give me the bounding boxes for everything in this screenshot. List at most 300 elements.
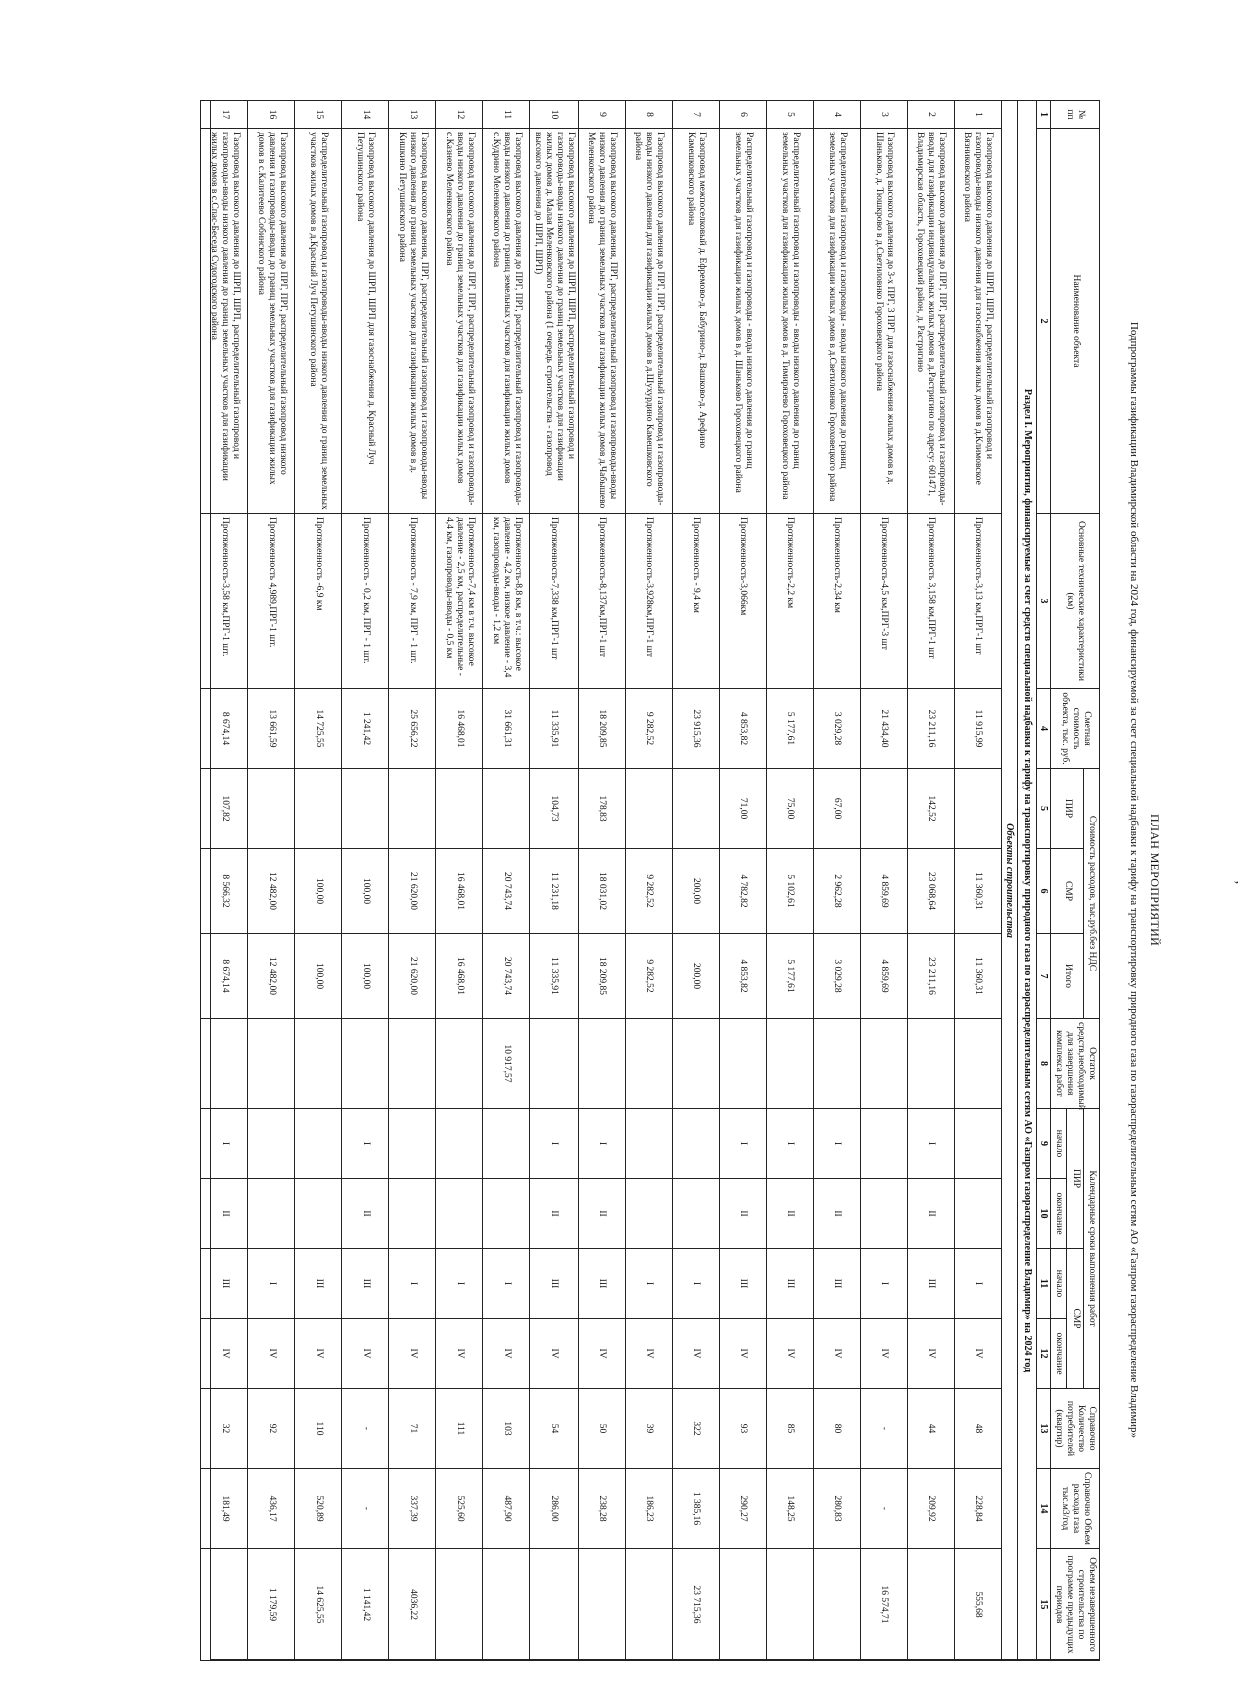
table-row: [766, 101, 813, 1661]
consumers-count: 85: [766, 1389, 813, 1469]
subsection-row: [1001, 101, 1018, 1661]
smr-start: I: [389, 1249, 436, 1319]
smr-end: IV: [625, 1319, 672, 1389]
pir-start: I: [907, 1109, 954, 1179]
column-number: 10: [1036, 1179, 1051, 1249]
row-number: 7: [672, 101, 719, 129]
object-name: Газопровод высокого давления, ПРГ, распределительный газопровод и газопроводы-вводы низкого давления до границ земельных участков для газификации жилых домов д.Чабышево Меленковского района: [578, 129, 625, 514]
header-estimate: Сметная стоимость объекта, тыс. руб.: [1051, 689, 1100, 769]
table-row: [248, 101, 295, 1661]
table-row: [483, 101, 530, 1661]
total-cost: 200,00: [672, 934, 719, 1019]
column-number: 1: [1036, 101, 1051, 129]
remaining-funds: [907, 1019, 954, 1109]
unfinished-volume: [813, 1549, 860, 1661]
document-subtitle: Подпрограммы газификации Владимирской области на 2024 год, финансируемой за счет специальной надбавки к тарифу на транспортировку природного газа по газораспределительным сетям АО «Газпром газораспределение Владимир»: [1128, 321, 1140, 1439]
unfinished-volume: 1 179,59: [248, 1549, 295, 1661]
object-name: Распределительный газопровод и газопроводы-вводы низкого давления до границ земельных участков жилых домов в д.Красный Луч Петушинского района: [295, 129, 342, 514]
object-name: Распределительный газопровод и газопроводы - вводы низкого давления до границ земельных участков для газификации жилых домов в д. Шаньково Гороховецкого района: [719, 129, 766, 514]
pir-cost: [389, 769, 436, 849]
column-number: 7: [1036, 934, 1051, 1019]
pir-cost: [625, 769, 672, 849]
gas-volume: 525,60: [436, 1469, 483, 1549]
column-number: 14: [1036, 1469, 1051, 1549]
header-num: № пп: [1051, 101, 1100, 129]
consumers-count: 92: [248, 1389, 295, 1469]
header-total: Итого: [1051, 934, 1084, 1019]
pir-cost: [295, 769, 342, 849]
row-number: 6: [719, 101, 766, 129]
total-cost: 8 674,14: [201, 934, 248, 1019]
remaining-funds: [860, 1019, 907, 1109]
smr-end: IV: [248, 1319, 295, 1389]
table-row: [530, 101, 579, 1661]
pir-start: I: [342, 1109, 389, 1179]
estimate-cost: 3 029,28: [813, 689, 860, 769]
table-row: [907, 101, 954, 1661]
pir-cost: 104,73: [530, 769, 579, 849]
pir-start: [954, 1109, 1001, 1179]
pir-cost: 178,83: [578, 769, 625, 849]
row-number: 13: [389, 101, 436, 129]
smr-cost: 20 743,74: [483, 849, 530, 934]
tech-spec: Протяженность-7,4 км в т.ч. высокое давление - 2,5 км, распределительные - 4,4 км, газопроводы-вводы - 0,5 км: [436, 514, 483, 689]
consumers-count: 54: [530, 1389, 579, 1469]
pir-cost: [483, 769, 530, 849]
consumers-count: 322: [672, 1389, 719, 1469]
smr-end: IV: [436, 1319, 483, 1389]
table-row: [625, 101, 672, 1661]
pir-end: [672, 1179, 719, 1249]
smr-start: I: [625, 1249, 672, 1319]
estimate-cost: 13 661,59: [248, 689, 295, 769]
pir-cost: 75,00: [766, 769, 813, 849]
gas-volume: 286,00: [530, 1469, 579, 1549]
smr-cost: 200,00: [672, 849, 719, 934]
column-number: 15: [1036, 1549, 1051, 1661]
remaining-funds: [436, 1019, 483, 1109]
total-cost: 100,00: [342, 934, 389, 1019]
remaining-funds: [201, 1019, 248, 1109]
header-tech: Основные технические характеристики (км): [1051, 514, 1100, 689]
header-pir-start: начало: [1051, 1109, 1067, 1179]
row-number: 1: [954, 101, 1001, 129]
header-smr-start: начало: [1051, 1249, 1067, 1319]
pir-start: [625, 1109, 672, 1179]
header-gas: Справочно Объем расхода газа тыс.м3/год: [1051, 1469, 1100, 1549]
object-name: Распределительный газопровод и газопроводы - вводы низкого давления до границ земельных участков для газификации жилых домов в д. Тимирязево Гороховецкого района: [766, 129, 813, 514]
unfinished-volume: [530, 1549, 579, 1661]
pir-end: [248, 1179, 295, 1249]
unfinished-volume: 23 715,36: [672, 1549, 719, 1661]
pir-start: [389, 1109, 436, 1179]
gas-volume: -: [342, 1469, 389, 1549]
unfinished-volume: [625, 1549, 672, 1661]
column-number: 3: [1036, 514, 1051, 689]
smr-cost: 9 282,52: [625, 849, 672, 934]
table-row: [672, 101, 719, 1661]
smr-cost: 18 031,02: [578, 849, 625, 934]
smr-cost: 2 962,28: [813, 849, 860, 934]
tech-spec: Протяженность-3,13 км,ПРГ-1 шт: [954, 514, 1001, 689]
smr-end: IV: [907, 1319, 954, 1389]
smr-start: I: [860, 1249, 907, 1319]
estimate-cost: 16 468,01: [436, 689, 483, 769]
total-cost: 23 211,16: [907, 934, 954, 1019]
smr-end: IV: [530, 1319, 579, 1389]
column-number: 9: [1036, 1109, 1051, 1179]
row-number: 16: [248, 101, 295, 129]
total-cost: 3 029,28: [813, 934, 860, 1019]
pir-cost: [672, 769, 719, 849]
table-row: [295, 101, 342, 1661]
consumers-count: -: [342, 1389, 389, 1469]
total-cost: 100,00: [295, 934, 342, 1019]
unfinished-volume: [436, 1549, 483, 1661]
gas-volume: 181,49: [201, 1469, 248, 1549]
consumers-count: 32: [201, 1389, 248, 1469]
table-row: [201, 101, 248, 1661]
total-cost: 18 209,85: [578, 934, 625, 1019]
smr-cost: 23 068,64: [907, 849, 954, 934]
pir-start: [483, 1109, 530, 1179]
estimate-cost: 18 209,85: [578, 689, 625, 769]
column-number: 13: [1036, 1389, 1051, 1469]
row-number: 2: [907, 101, 954, 129]
pir-cost: 71,00: [719, 769, 766, 849]
total-cost: 11 335,91: [530, 934, 579, 1019]
header-row-1: [1084, 101, 1100, 1661]
total-cost: 21 620,00: [389, 934, 436, 1019]
total-cost: 12 482,00: [248, 934, 295, 1019]
consumers-count: 110: [295, 1389, 342, 1469]
pir-end: II: [578, 1179, 625, 1249]
estimate-cost: 11 335,91: [530, 689, 579, 769]
gas-volume: -: [860, 1469, 907, 1549]
object-name: Газопровод высокого давления до ПРГ, ПРГ, распределительный газопровод и газопроводы-вводы низкого давления до границ земельных участков для газификации жилых домов с.Казнево Меленковского района: [436, 129, 483, 514]
row-number: 9: [578, 101, 625, 129]
column-number-row: [1036, 101, 1051, 1661]
row-number: 8: [625, 101, 672, 129]
estimate-cost: 21 434,40: [860, 689, 907, 769]
column-number: 4: [1036, 689, 1051, 769]
tech-spec: Протяженность-2,34 км: [813, 514, 860, 689]
unfinished-volume: 4036,22: [389, 1549, 436, 1661]
smr-start: III: [719, 1249, 766, 1319]
column-number: 8: [1036, 1019, 1051, 1109]
smr-start: III: [201, 1249, 248, 1319]
remaining-funds: [766, 1019, 813, 1109]
plan-table: [200, 100, 1100, 1661]
row-number: 10: [530, 101, 579, 129]
consumers-count: 80: [813, 1389, 860, 1469]
pir-end: [295, 1179, 342, 1249]
tech-spec: Протяженность-4,5 км,ПРГ-3 шт: [860, 514, 907, 689]
unfinished-volume: [907, 1549, 954, 1661]
object-name: Газопровод высокого давления, ПРГ, распределительный газопровод и газопроводы-вводы низкого давления до границ земельных участков для газификации жилых домов в д. Кишкино Петушинского района: [389, 129, 436, 514]
tech-spec: Протяженность-3,928км,ПРГ-1 шт: [625, 514, 672, 689]
smr-start: III: [578, 1249, 625, 1319]
subsection-title: Объекты строительства: [1001, 101, 1018, 1661]
total-cost: 4 859,69: [860, 934, 907, 1019]
tech-spec: Протяженность 3,158 км,ПРГ-1 шт: [907, 514, 954, 689]
unfinished-volume: [201, 1549, 248, 1661]
pir-end: [389, 1179, 436, 1249]
tech-spec: Протяженность-2,2 км: [766, 514, 813, 689]
pir-end: II: [719, 1179, 766, 1249]
pir-end: [436, 1179, 483, 1249]
pir-start: [436, 1109, 483, 1179]
smr-start: III: [907, 1249, 954, 1319]
pir-start: I: [719, 1109, 766, 1179]
object-name: Газопровод высокого давления до ШРП, ШРП, распределительный газопровод и газопроводы-вводы низкого давления до границ земельных участков для газификации жилых домов д. Малая Меленковского района (1 очередь строительства - газопровод высокого давления до ШРП, ШРП): [530, 129, 579, 514]
smr-end: IV: [342, 1319, 389, 1389]
pir-end: II: [813, 1179, 860, 1249]
estimate-cost: 14 725,55: [295, 689, 342, 769]
section-row: [1018, 101, 1037, 1661]
gas-volume: 228,84: [954, 1469, 1001, 1549]
remaining-funds: [625, 1019, 672, 1109]
smr-cost: 100,00: [342, 849, 389, 934]
column-number: 6: [1036, 849, 1051, 934]
gas-volume: 238,28: [578, 1469, 625, 1549]
pir-start: [860, 1109, 907, 1179]
row-number: 15: [295, 101, 342, 129]
remaining-funds: [954, 1019, 1001, 1109]
header-remainder: Остаток средств,необходимый для завершения комплекса работ: [1051, 1019, 1100, 1109]
header-pir-end: окончание: [1051, 1179, 1067, 1249]
smr-start: I: [672, 1249, 719, 1319]
table-body: [201, 101, 1002, 1661]
tech-spec: Протяженность - 7,9 км, ПРГ - 1 шт.: [389, 514, 436, 689]
unfinished-volume: [483, 1549, 530, 1661]
estimate-cost: 23 915,36: [672, 689, 719, 769]
object-name: Газопровод межпоселковый д. Ефремово-д. Бабурино-д. Вашково-д. Арефино Камешковского района: [672, 129, 719, 514]
smr-end: IV: [954, 1319, 1001, 1389]
smr-end: IV: [201, 1319, 248, 1389]
object-name: Газопровод высокого давления до ШРП, ШРП, распределительный газопровод и газопроводы-вводы низкого давления до границ земельных участков для газификации жилых домов в с.Спас-Беседа Судогодского района: [201, 129, 248, 514]
row-number: 11: [483, 101, 530, 129]
smr-start: III: [813, 1249, 860, 1319]
smr-start: III: [530, 1249, 579, 1319]
pir-end: II: [342, 1179, 389, 1249]
smr-end: IV: [766, 1319, 813, 1389]
unfinished-volume: 16 574,71: [860, 1549, 907, 1661]
pir-end: II: [530, 1179, 579, 1249]
smr-cost: 11 360,31: [954, 849, 1001, 934]
column-number: 2: [1036, 129, 1051, 514]
smr-start: I: [954, 1249, 1001, 1319]
total-cost: 5 177,61: [766, 934, 813, 1019]
remaining-funds: [813, 1019, 860, 1109]
row-number: 17: [201, 101, 248, 129]
total-cost: 9 282,52: [625, 934, 672, 1019]
unfinished-volume: [578, 1549, 625, 1661]
pir-start: I: [766, 1109, 813, 1179]
tech-spec: Протяженность 4,989,ПРГ-1 шт.: [248, 514, 295, 689]
smr-end: IV: [813, 1319, 860, 1389]
remaining-funds: [672, 1019, 719, 1109]
row-number: 5: [766, 101, 813, 129]
estimate-cost: 23 211,16: [907, 689, 954, 769]
smr-end: IV: [719, 1319, 766, 1389]
remaining-funds: [389, 1019, 436, 1109]
object-name: Газопровод высокого давления до ШРП, ШРП для газоснабжения д. Красный Луч Петушинского района: [342, 129, 389, 514]
tech-spec: Протяженность - 0,2 км, ПРГ - 1 шт.: [342, 514, 389, 689]
consumers-count: 50: [578, 1389, 625, 1469]
pir-start: I: [530, 1109, 579, 1179]
object-name: Газопровод высокого давления до 3-х ПРГ, 3 ПРГ для газоснабжения жилых домов в д. Шаньково, д. Тюшкрово в д.Светиловнко Гороховецкого района: [860, 129, 907, 514]
remaining-funds: 10 917,57: [483, 1019, 530, 1109]
consumers-count: -: [860, 1389, 907, 1469]
unfinished-volume: 14 625,55: [295, 1549, 342, 1661]
table-row: [860, 101, 907, 1661]
smr-cost: 21 620,00: [389, 849, 436, 934]
smr-end: IV: [672, 1319, 719, 1389]
pir-cost: 142,52: [907, 769, 954, 849]
pir-start: I: [578, 1109, 625, 1179]
table-row: [389, 101, 436, 1661]
consumers-count: 103: [483, 1389, 530, 1469]
consumers-count: 111: [436, 1389, 483, 1469]
tech-spec: Протяженность-7,338 км,ПРГ-1 шт: [530, 514, 579, 689]
remaining-funds: [342, 1019, 389, 1109]
smr-cost: 11 231,18: [530, 849, 579, 934]
consumers-count: 93: [719, 1389, 766, 1469]
tech-spec: Протяженность-3,58 км,ПРГ-1 шт.: [201, 514, 248, 689]
pir-end: II: [766, 1179, 813, 1249]
table-row: [342, 101, 389, 1661]
column-number: 12: [1036, 1319, 1051, 1389]
object-name: Газопровод высокого давления до ШРП, ШРП, распределительный газопровод и газопроводы-вводы низкого давления для газоснабжения жилых домов в д.Климовское Вязниковского района: [954, 129, 1001, 514]
estimate-cost: 8 674,14: [201, 689, 248, 769]
smr-end: IV: [578, 1319, 625, 1389]
object-name: Газопровод высокого давления до ПРГ, ПРГ, распределительный газопровод и газопроводы-вводы для газификации индивидуальных жилых домов в д.Растригино по адресу: 601471, Владимирская область, Гороховецкий район, д. Растригино: [907, 129, 954, 514]
gas-volume: 290,27: [719, 1469, 766, 1549]
remaining-funds: [578, 1019, 625, 1109]
table-row: [578, 101, 625, 1661]
section-title: Раздел I. Мероприятия, финансируемые за счет средств специальной надбавки к тарифу на транспортировку природного газа по газораспределительным сетям АО «Газпром газораспределение Владимир» на 2024 год: [1018, 101, 1037, 1661]
smr-start: I: [248, 1249, 295, 1319]
unfinished-volume: [719, 1549, 766, 1661]
smr-start: III: [342, 1249, 389, 1319]
smr-start: III: [766, 1249, 813, 1319]
stray-mark: ʼ: [1225, 880, 1240, 885]
smr-end: IV: [483, 1319, 530, 1389]
pir-cost: [248, 769, 295, 849]
gas-volume: 280,83: [813, 1469, 860, 1549]
tech-spec: Протяженность - 9,4 км: [672, 514, 719, 689]
gas-volume: 1 385,16: [672, 1469, 719, 1549]
gas-volume: 337,39: [389, 1469, 436, 1549]
header-cal-pir: ПИР: [1067, 1109, 1084, 1249]
pir-start: [248, 1109, 295, 1179]
estimate-cost: 11 915,99: [954, 689, 1001, 769]
header-consumers: Справочно Количество потребителей (квартир): [1051, 1389, 1100, 1469]
row-number: 3: [860, 101, 907, 129]
header-unfinished: Объем незавершенного строительства по программе предыдущих периодов: [1051, 1549, 1100, 1661]
smr-start: I: [483, 1249, 530, 1319]
smr-cost: 12 482,00: [248, 849, 295, 934]
document-title: ПЛАН МЕРОПРИЯТИЙ: [1148, 813, 1162, 947]
header-cost-group: Стоимость расходов, тыс.руб.без НДС: [1084, 769, 1100, 1019]
estimate-cost: 25 656,22: [389, 689, 436, 769]
pir-end: [625, 1179, 672, 1249]
remaining-funds: [719, 1019, 766, 1109]
smr-cost: 4 782,82: [719, 849, 766, 934]
pir-cost: [342, 769, 389, 849]
gas-volume: 186,23: [625, 1469, 672, 1549]
smr-cost: 4 859,69: [860, 849, 907, 934]
smr-cost: 16 468,01: [436, 849, 483, 934]
smr-cost: 8 566,32: [201, 849, 248, 934]
unfinished-volume: 1 141,42: [342, 1549, 389, 1661]
smr-start: I: [436, 1249, 483, 1319]
pir-cost: [954, 769, 1001, 849]
gas-volume: 520,89: [295, 1469, 342, 1549]
remaining-funds: [530, 1019, 579, 1109]
gas-volume: 148,25: [766, 1469, 813, 1549]
consumers-count: 44: [907, 1389, 954, 1469]
unfinished-volume: [766, 1549, 813, 1661]
column-number: 11: [1036, 1249, 1051, 1319]
estimate-cost: 4 853,82: [719, 689, 766, 769]
estimate-cost: 9 282,52: [625, 689, 672, 769]
pir-cost: [860, 769, 907, 849]
object-name: Газопровод высокого давления до ПРГ, ПРГ, распределительный газопровод и газопроводы-вводы низкого давления для газификации жилых домов в д.Шухурдино Камешковского района: [625, 129, 672, 514]
rotated-document-page: [208, 100, 1240, 1660]
consumers-count: 39: [625, 1389, 672, 1469]
object-name: Газопровод высокого давления до ПРГ, ПРГ, распределительный газопровод низкого давления и газопроводы-вводы до границ земельных участков для газификации жилых домов в с.Калитеево Собинского района: [248, 129, 295, 514]
table-row: [719, 101, 766, 1661]
pir-end: [483, 1179, 530, 1249]
estimate-cost: 5 177,61: [766, 689, 813, 769]
consumers-count: 48: [954, 1389, 1001, 1469]
total-cost: 11 360,31: [954, 934, 1001, 1019]
row-number: 12: [436, 101, 483, 129]
tech-spec: Протяженность-8,8 км, в т.ч.: высокое давление - 4,2 км, низкое давление - 3,4 км, газопроводы-вводы - 1,2 км: [483, 514, 530, 689]
table-row: [436, 101, 483, 1661]
table-row: [813, 101, 860, 1661]
row-number: 14: [342, 101, 389, 129]
pir-start: I: [813, 1109, 860, 1179]
tech-spec: Протяженность-3,066км: [719, 514, 766, 689]
column-number: 5: [1036, 769, 1051, 849]
gas-volume: 209,92: [907, 1469, 954, 1549]
smr-end: IV: [860, 1319, 907, 1389]
header-name: Наименование объекта: [1051, 129, 1100, 514]
pir-end: [860, 1179, 907, 1249]
consumers-count: 71: [389, 1389, 436, 1469]
smr-cost: 5 102,61: [766, 849, 813, 934]
pir-cost: 67,00: [813, 769, 860, 849]
table-row: [954, 101, 1001, 1661]
smr-start: III: [295, 1249, 342, 1319]
total-cost: 20 743,74: [483, 934, 530, 1019]
pir-cost: [436, 769, 483, 849]
total-cost: 16 468,01: [436, 934, 483, 1019]
estimate-cost: 31 661,31: [483, 689, 530, 769]
smr-end: IV: [295, 1319, 342, 1389]
header-pir: ПИР: [1051, 769, 1084, 849]
pir-start: I: [201, 1109, 248, 1179]
estimate-cost: 1 241,42: [342, 689, 389, 769]
header-smr-end: окончание: [1051, 1319, 1067, 1389]
header-calendar: Календарные сроки выполнения работ: [1084, 1109, 1100, 1389]
row-number: 4: [813, 101, 860, 129]
tech-spec: Протяженность-8,137км,ПРГ-1 шт: [578, 514, 625, 689]
header-smr: СМР: [1051, 849, 1084, 934]
